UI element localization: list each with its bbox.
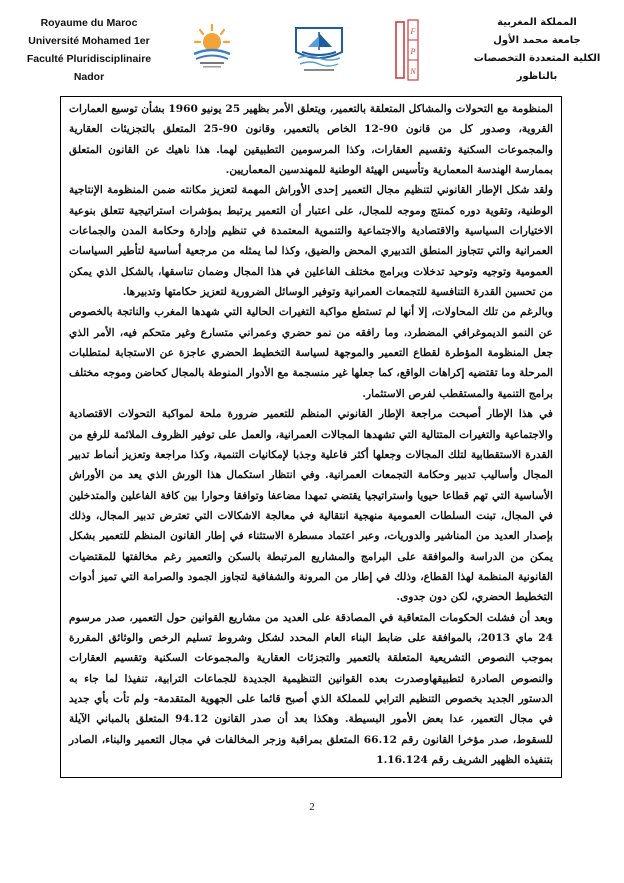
header-fr-line3: Faculté Pluridisciplinaire Nador: [26, 53, 152, 83]
paragraph-4: في هذا الإطار أصبحت مراجعة الإطار القانوني المنظم للتعمير ضرورة ملحة لمواكبة التحولات الاقتصادية والاجتماعية والتغيرات المتتالية التي تشهدها المجالات العمرانية، والعمل على توفير الظروف الملائمة للرفع من القدرة الاستقطابية لتلك المجالات وجعلها أكثر فاعلية وجذبا لإمكانيات التنمية، وكذا مراجعة وتعزيز أنماط تدبير المجال وأساليب تدبير وحكامة التجمعات العمرانية. وفي انتظار استكمال هذا الورش الذي يعد من الأوراش الأساسية التي تهم قطاعا حيويا واستراتيجيا يقتضي تمهدا مضاعفا وتوافقا وحوارا بين كافة الفاعلين والمتدخلين في المجال، تبنت السلطات العمومية منهجية انتقالية في معالجة الاشكالات التي تعترض تدبير المجال، وذلك بإصدار العديد من المناشير والدوريات، وعبر اعتماد مسطرة الاستثناء في إطار القانون المنظم للتعمير بشكل يمكن من الدراسة والموافقة على البرامج والمشاريع المرتبطة بالسكن والتعمير رغم مخالفتها للمقتضيات القانونية المنظمة لهذا القطاع، وذلك في إطار من المرونة والشفافية لتجاوز الجمود والصرامة التي تميز أدوات التخطيط الحضري، لكن دون جدوى.: [69, 408, 553, 604]
text-frame: [60, 96, 562, 778]
fpn-letter-f: F: [410, 27, 416, 36]
header-ar-line3: الكلية المتعددة التخصصات بالناظور: [473, 53, 601, 82]
page-header: [0, 0, 624, 88]
fpn-letter-p: P: [410, 47, 416, 56]
paragraph-3: وبالرغم من تلك المحاولات، إلا أنها لم تستطع مواكبة التغيرات الحالية التي شهدها المغرب والناتجة بالخصوص عن النمو الديموغرافي المضطرد، وما رافقه من نمو حضري وعمراني متسارع وغير متحكم فيه، الأمر الذي جعل المنظومة المؤطرة لقطاع التعمير والموجهة لسياسة التخطيط الحضري عاجزة عن الاستجابة لمتطلبات المرحلة وما تقتضيه إكراهات الواقع، كما جعلها غير منسجمة مع الأدوار المنوطة بالمجال كحاضن وموجه مختلف برامج التنمية والمستقطب لفرص الاستثمار.: [69, 306, 553, 400]
fpn-logo-graphic: [392, 18, 422, 82]
header-arabic-institution: [462, 14, 612, 86]
header-french-institution: [14, 14, 164, 86]
header-ar-line2: جامعة محمد الأول: [493, 35, 581, 46]
paragraph-2: ولقد شكل الإطار القانوني لتنظيم مجال التعمير إحدى الأوراش المهمة لتعزيز مكانته ضمن المنظومة الإنتاجية الوطنية، وتقوية دوره كمنتج وموجه للمجال، على اعتبار أن التعمير يرتبط بمؤشرات استراتيجية تتعلق بنوعية الاختيارات السياسية والاقتصادية والاجتماعية والتنموية المعتمدة في تنظيم وإدارة وحكامة المدن والجماعات العمرانية والتي تتجاوز المنطق التدبيري المحض والضيق، وكذا لما يمثله من مرجعية أساسية لتأطير السياسات العمومية وتوجيه وتوحيد تدخلات وبرامج مختلف الفاعلين في هذا المجال وضمان تناسقها، بالشكل الذي يمكن من تحسين القدرة التنافسية للتجمعات العمرانية وتوفير الوسائل الضرورية لتعزيز حكامتها وتدبيرها.: [69, 184, 553, 299]
fpn-letter-n: N: [410, 67, 416, 76]
page-number: 2: [309, 801, 315, 813]
faculty-boat-logo: [290, 22, 348, 74]
header-fr-line1: Royaume du Maroc: [40, 17, 138, 29]
header-ar-line1: المملكة المغربية: [497, 17, 577, 28]
paragraph-1: المنظومة مع التحولات والمشاكل المتعلقة بالتعمير، ويتعلق الأمر بظهير 25 يونيو 1960 بشأن توسيع العمارات القروية، وصدور كل من قانون 90-12 الخاص بالتعمير، وقانون 90-25 المتعلق بالتجزيئات العقارية والمجموعات السكنية وتقسيم العقارات، وكذا المرسومين التطبيقين لهما. هذا ناهيك عن القانون المتعلق بممارسة الهندسة المعمارية وتأسيس الهيئة الوطنية للمهندسين المعماريين.: [69, 103, 553, 177]
university-sun-logo: [190, 22, 234, 70]
fpn-logo: [392, 18, 422, 82]
header-fr-line2: Université Mohamed 1er: [28, 35, 150, 47]
paragraph-5: وبعد أن فشلت الحكومات المتعاقبة في المصادقة على العديد من مشاريع القوانين حول التعمير، صدر مرسوم 24 ماي 2013، بالموافقة على ضابط البناء العام المحدد لشكل وشروط تسليم الرخص والوثائق المقررة بموجب النصوص التشريعية المتعلقة بالتعمير والتجزئات العقارية والمجموعات السكنية وتقسيم العقارات والنصوص الصادرة لتطبيقهاوصدرت بعده القوانين التنظيمية الجديدة للجماعات الترابية، تنفيذا لما جاء به الدستور الجديد بخصوص التنظيم الترابي للمملكة الذي أصبح قائما على الجهوية المتقدمة- ولم تأت بأي جديد في مجال التعمير، عدا بعض الأمور البسيطة. وهكذا بعد أن صدر القانون 94.12 المتعلق بالمباني الآيلة للسقوط، صدر مؤخرا القانون رقم 66.12 المتعلق بمراقبة وزجر المخالفات في مجال التعمير والبناء، الصادر بتنفيذه الظهير الشريف رقم 1.16.124: [69, 611, 553, 766]
